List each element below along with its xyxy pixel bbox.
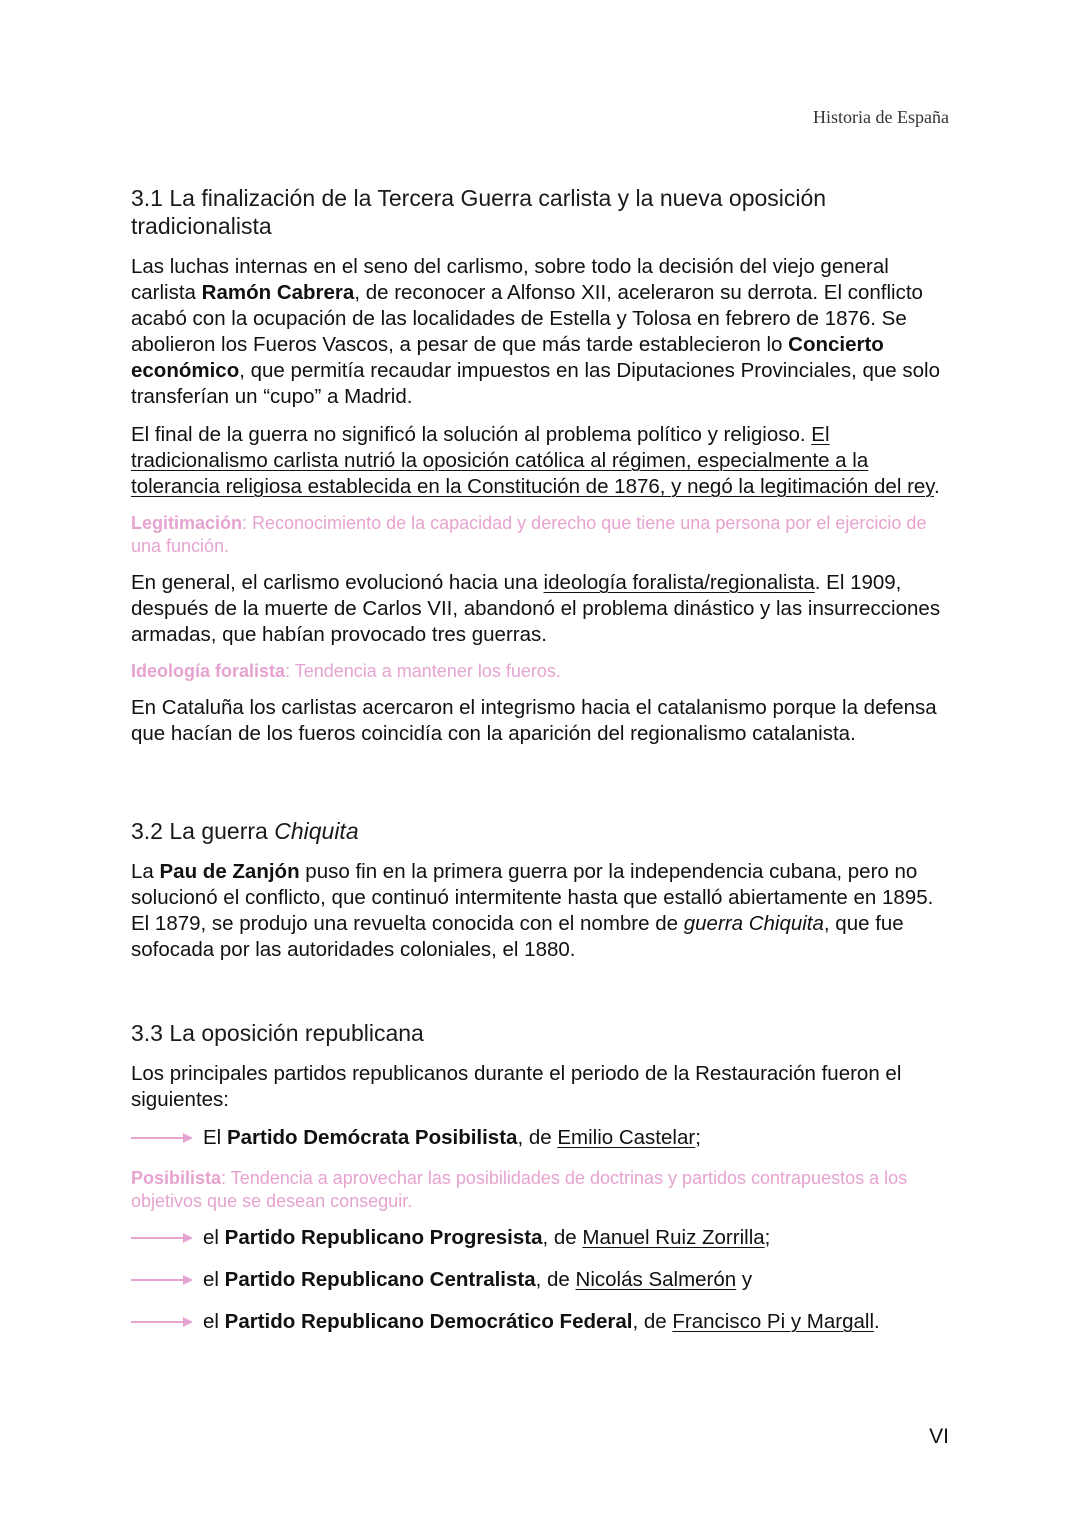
arrow-right-icon <box>131 1316 193 1328</box>
definition-legitimacion: Legitimación: Reconocimiento de la capacidad y derecho que tiene una persona por el ejercicio de una función. <box>131 513 927 556</box>
main-content <box>131 184 956 1351</box>
section-3-2-title: 3.2 La guerra Chiquita <box>131 818 359 844</box>
running-header: Historia de España <box>813 107 949 127</box>
arrow-right-icon <box>131 1132 193 1144</box>
definition-posibilista: Posibilista: Tendencia a aprovechar las posibilidades de doctrinas y partidos contrapuestos a los objetivos que se desean conseguir. <box>131 1168 908 1211</box>
list-item: El Partido Demócrata Posibilista, de Emilio Castelar; <box>131 1125 956 1151</box>
page-number: VI <box>929 1425 949 1448</box>
definition-ideologia-foralista: Ideología foralista: Tendencia a mantener los fueros. <box>131 661 561 681</box>
s33-intro: Los principales partidos republicanos durante el periodo de la Restauración fueron el siguientes: <box>131 1062 902 1111</box>
s31-paragraph-1: Las luchas internas en el seno del carlismo, sobre todo la decisión del viejo general carlista Ramón Cabrera, de reconocer a Alfonso XII, aceleraron su derrota. El conflicto acabó con la ocupación de las localidades de Estella y Tolosa en febrero de 1876. Se abolieron los Fueros Vascos, a pesar de que más tarde establecieron lo Concierto económico, que permitía recaudar impuestos en las Diputaciones Provinciales, que solo transferían un “cupo” a Madrid. <box>131 255 941 408</box>
section-3-1-title: 3.1 La finalización de la Tercera Guerra carlista y la nueva oposición tradicionalista <box>131 185 827 239</box>
list-item: el Partido Republicano Progresista, de Manuel Ruiz Zorrilla; <box>131 1225 956 1251</box>
underlined-text: ideología foralista/regionalista <box>543 571 815 594</box>
list-item: el Partido Republicano Centralista, de Nicolás Salmerón y <box>131 1267 956 1293</box>
underlined-text: El tradicionalismo carlista nutrió la oposición católica al régimen, especialmente a la tolerancia religiosa establecida en la Constitución de 1876, y negó la legitimación del rey <box>131 423 935 498</box>
arrow-right-icon <box>131 1274 193 1286</box>
section-3-3-title: 3.3 La oposición republicana <box>131 1020 424 1046</box>
bold-term: Pau de Zanjón <box>159 860 300 883</box>
bold-term: Concierto económico <box>131 333 884 382</box>
s32-paragraph-1: La Pau de Zanjón puso fin en la primera guerra por la independencia cubana, pero no solucionó el conflicto, que continuó intermitente hasta que estalló abiertamente en 1895. El 1879, se produjo una revuelta conocida con el nombre de guerra Chiquita, que fue sofocada por las autoridades coloniales, el 1880. <box>131 860 934 961</box>
s31-paragraph-4: En Cataluña los carlistas acercaron el integrismo hacia el catalanismo porque la defensa que hacían de los fueros coincidía con la aparición del regionalismo catalanista. <box>131 696 937 745</box>
s31-paragraph-3: En general, el carlismo evolucionó hacia una ideología foralista/regionalista. El 1909, después de la muerte de Carlos VII, abandonó el problema dinástico y las insurrecciones armadas, que habían provocado tres guerras. <box>131 571 941 646</box>
s31-paragraph-2: El final de la guerra no significó la solución al problema político y religioso. El tradicionalismo carlista nutrió la oposición católica al régimen, especialmente a la tolerancia religiosa establecida en la Constitución de 1876, y negó la legitimación del rey. <box>131 423 940 498</box>
bold-term: Ramón Cabrera <box>201 281 355 304</box>
arrow-right-icon <box>131 1232 193 1244</box>
list-item: el Partido Republicano Democrático Federal, de Francisco Pi y Margall. <box>131 1309 956 1335</box>
